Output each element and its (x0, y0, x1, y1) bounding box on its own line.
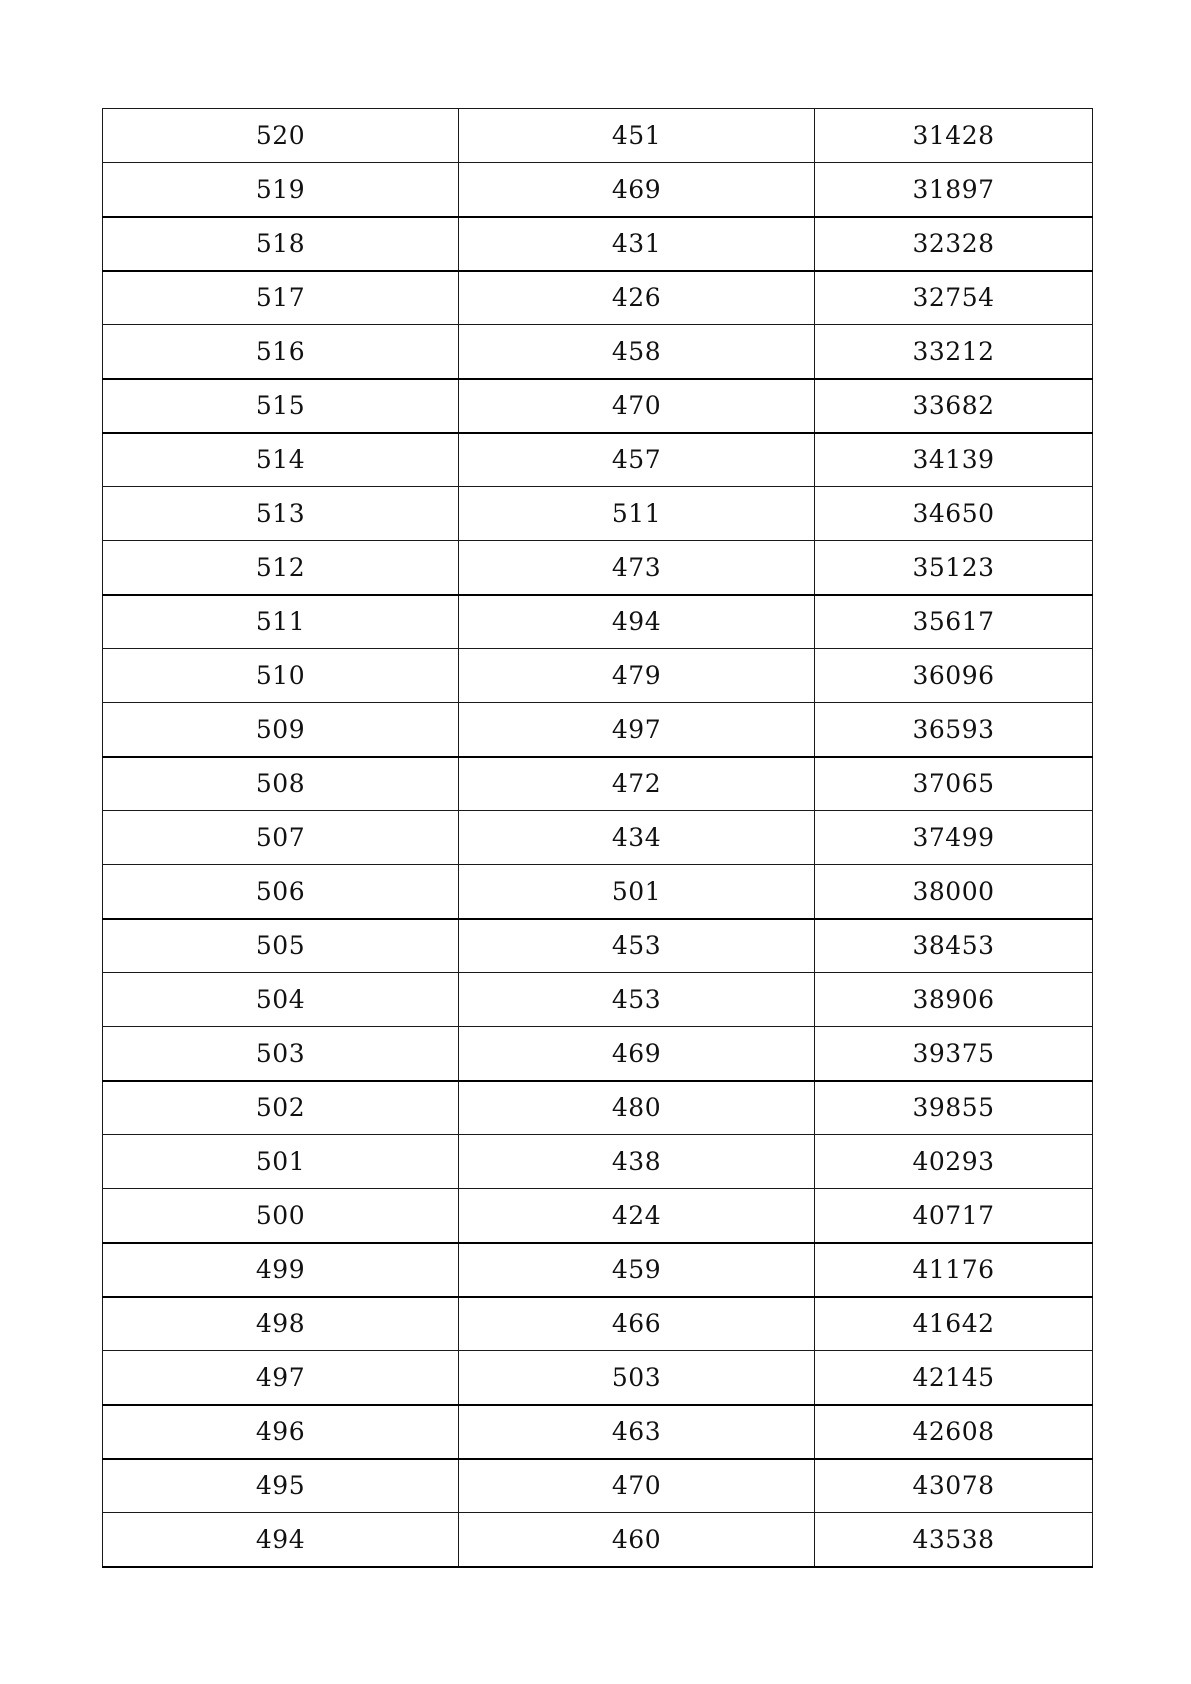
table-row (103, 1027, 1093, 1081)
count-cell: 434 (459, 811, 815, 865)
count-cell: 494 (459, 595, 815, 649)
score-cell: 496 (103, 1405, 459, 1459)
count-cell: 469 (459, 1027, 815, 1081)
cumulative-cell: 36593 (815, 703, 1093, 757)
cumulative-cell: 38000 (815, 865, 1093, 919)
score-distribution-table (102, 108, 1093, 1568)
cumulative-cell: 38906 (815, 973, 1093, 1027)
table-row (103, 325, 1093, 379)
count-cell: 470 (459, 379, 815, 433)
score-cell: 502 (103, 1081, 459, 1135)
score-cell: 516 (103, 325, 459, 379)
table-body (103, 109, 1093, 1567)
count-cell: 431 (459, 217, 815, 271)
table-row (103, 541, 1093, 595)
table-row (103, 595, 1093, 649)
table-row (103, 649, 1093, 703)
table-row (103, 487, 1093, 541)
table-row (103, 865, 1093, 919)
cumulative-cell: 39375 (815, 1027, 1093, 1081)
count-cell: 480 (459, 1081, 815, 1135)
score-cell: 497 (103, 1351, 459, 1405)
count-cell: 466 (459, 1297, 815, 1351)
table-row (103, 1459, 1093, 1513)
cumulative-cell: 37065 (815, 757, 1093, 811)
score-cell: 511 (103, 595, 459, 649)
cumulative-cell: 39855 (815, 1081, 1093, 1135)
cumulative-cell: 35617 (815, 595, 1093, 649)
cumulative-cell: 43078 (815, 1459, 1093, 1513)
cumulative-cell: 32754 (815, 271, 1093, 325)
score-cell: 494 (103, 1513, 459, 1567)
count-cell: 451 (459, 109, 815, 163)
table-row (103, 1135, 1093, 1189)
count-cell: 457 (459, 433, 815, 487)
score-cell: 512 (103, 541, 459, 595)
table-row (103, 1405, 1093, 1459)
table-row (103, 379, 1093, 433)
score-cell: 508 (103, 757, 459, 811)
score-cell: 499 (103, 1243, 459, 1297)
table-row (103, 757, 1093, 811)
count-cell: 424 (459, 1189, 815, 1243)
table-row (103, 1297, 1093, 1351)
cumulative-cell: 40717 (815, 1189, 1093, 1243)
cumulative-cell: 41176 (815, 1243, 1093, 1297)
count-cell: 511 (459, 487, 815, 541)
table-row (103, 433, 1093, 487)
score-cell: 506 (103, 865, 459, 919)
count-cell: 426 (459, 271, 815, 325)
score-cell: 504 (103, 973, 459, 1027)
table-row (103, 1351, 1093, 1405)
score-cell: 505 (103, 919, 459, 973)
table-row (103, 163, 1093, 217)
cumulative-cell: 36096 (815, 649, 1093, 703)
score-cell: 514 (103, 433, 459, 487)
table-row (103, 109, 1093, 163)
score-cell: 518 (103, 217, 459, 271)
score-cell: 510 (103, 649, 459, 703)
count-cell: 459 (459, 1243, 815, 1297)
table-row (103, 703, 1093, 757)
count-cell: 503 (459, 1351, 815, 1405)
table-row (103, 271, 1093, 325)
score-cell: 501 (103, 1135, 459, 1189)
score-cell: 517 (103, 271, 459, 325)
cumulative-cell: 42608 (815, 1405, 1093, 1459)
score-cell: 509 (103, 703, 459, 757)
count-cell: 453 (459, 973, 815, 1027)
cumulative-cell: 34139 (815, 433, 1093, 487)
cumulative-cell: 40293 (815, 1135, 1093, 1189)
count-cell: 479 (459, 649, 815, 703)
table-row (103, 1189, 1093, 1243)
score-cell: 507 (103, 811, 459, 865)
count-cell: 497 (459, 703, 815, 757)
cumulative-cell: 41642 (815, 1297, 1093, 1351)
score-cell: 520 (103, 109, 459, 163)
score-cell: 503 (103, 1027, 459, 1081)
count-cell: 470 (459, 1459, 815, 1513)
score-cell: 500 (103, 1189, 459, 1243)
count-cell: 458 (459, 325, 815, 379)
cumulative-cell: 35123 (815, 541, 1093, 595)
table-row (103, 1081, 1093, 1135)
cumulative-cell: 37499 (815, 811, 1093, 865)
cumulative-cell: 31897 (815, 163, 1093, 217)
score-cell: 515 (103, 379, 459, 433)
cumulative-cell: 31428 (815, 109, 1093, 163)
score-cell: 513 (103, 487, 459, 541)
table-row (103, 811, 1093, 865)
count-cell: 463 (459, 1405, 815, 1459)
cumulative-cell: 42145 (815, 1351, 1093, 1405)
table-row (103, 973, 1093, 1027)
count-cell: 438 (459, 1135, 815, 1189)
cumulative-cell: 33212 (815, 325, 1093, 379)
table-row (103, 1243, 1093, 1297)
cumulative-cell: 38453 (815, 919, 1093, 973)
count-cell: 473 (459, 541, 815, 595)
count-cell: 472 (459, 757, 815, 811)
table-row (103, 919, 1093, 973)
cumulative-cell: 32328 (815, 217, 1093, 271)
table-row (103, 1513, 1093, 1567)
cumulative-cell: 34650 (815, 487, 1093, 541)
table-row (103, 217, 1093, 271)
count-cell: 460 (459, 1513, 815, 1567)
count-cell: 469 (459, 163, 815, 217)
cumulative-cell: 33682 (815, 379, 1093, 433)
count-cell: 453 (459, 919, 815, 973)
count-cell: 501 (459, 865, 815, 919)
score-cell: 495 (103, 1459, 459, 1513)
score-cell: 519 (103, 163, 459, 217)
score-cell: 498 (103, 1297, 459, 1351)
cumulative-cell: 43538 (815, 1513, 1093, 1567)
